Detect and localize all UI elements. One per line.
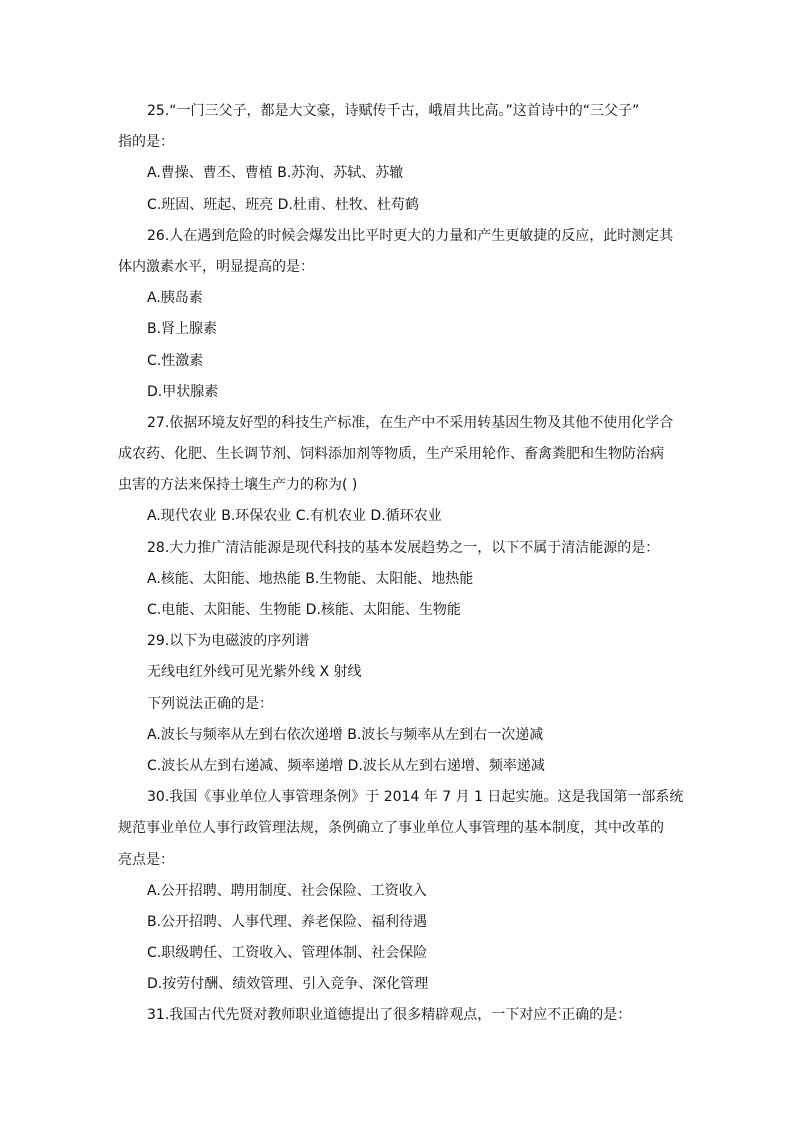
text-line: A.公开招聘、聘用制度、社会保险、工资收入	[147, 882, 427, 899]
text-line: 25.“一门三父子，都是大文豪，诗赋传千古，峨眉共比高。”这首诗中的“三父子”	[147, 103, 640, 119]
text-line: 成农药、化肥、生长调节剂、饲料添加剂等物质，生产采用轮作、畜禽粪肥和生物防治病	[118, 446, 664, 463]
text-line: A.波长与频率从左到右依次递增 B.波长与频率从左到右一次递减	[147, 726, 544, 743]
text-line: C.班固、班起、班亮 D.杜甫、杜牧、杜苟鹤	[147, 196, 419, 213]
text-line: 29.以下为电磁波的序列谱	[147, 633, 310, 650]
text-line: D.按劳付酬、绩效管理、引入竞争、深化管理	[147, 976, 429, 993]
text-line: B.肾上腺素	[147, 321, 218, 338]
text-line: 体内激素水平，明显提高的是：	[118, 258, 314, 275]
text-line: 下列说法正确的是：	[147, 695, 273, 712]
text-line: A.曹操、曹丕、曹植 B.苏洵、苏轼、苏辙	[147, 165, 404, 182]
text-line: C.性激素	[147, 352, 204, 369]
text-line: 27.依据环境友好型的科技生产标准，在生产中不采用转基因生物及其他不使用化学合	[147, 414, 674, 431]
text-line: 亮点是：	[118, 851, 174, 868]
text-line: A.胰岛素	[147, 290, 203, 307]
text-line: C.电能、太阳能、生物能 D.核能、太阳能、生物能	[147, 602, 461, 618]
document-page	[118, 96, 684, 1032]
text-line: 无线电红外线可见光紫外线 X 射线	[147, 664, 362, 681]
text-line: 30.我国《事业单位人事管理条例》于 2014 年 7 月 1 日起实施。这是我国第一部系统	[147, 789, 684, 806]
text-line: D.甲状腺素	[147, 383, 219, 400]
text-line: 28.大力推广清洁能源是现代科技的基本发展趋势之一，以下不属于清洁能源的是：	[147, 539, 660, 556]
text-line: A.现代农业 B.环保农业 C.有机农业 D.循环农业	[147, 508, 442, 525]
text-line: 规范事业单位人事行政管理法规，条例确立了事业单位人事管理的基本制度，其中改革的	[118, 820, 664, 837]
text-line: 虫害的方法来保持土壤生产力的称为( )	[118, 477, 358, 494]
text-line: C.职级聘任、工资收入、管理体制、社会保险	[147, 945, 428, 962]
text-line: A.核能、太阳能、地热能 B.生物能、太阳能、地热能	[147, 570, 474, 587]
text-line: 31.我国古代先贤对教师职业道德提出了很多精辟观点，一下对应不正确的是：	[147, 1007, 632, 1024]
text-line: C.波长从左到右递减、频率递增 D.波长从左到右递增、频率递减	[147, 757, 545, 774]
text-line: 指的是：	[118, 134, 174, 151]
text-line: B.公开招聘、人事代理、养老保险、福利待遇	[147, 913, 428, 930]
text-line: 26.人在遇到危险的时候会爆发出比平时更大的力量和产生更敏捷的反应，此时测定其	[147, 227, 674, 244]
